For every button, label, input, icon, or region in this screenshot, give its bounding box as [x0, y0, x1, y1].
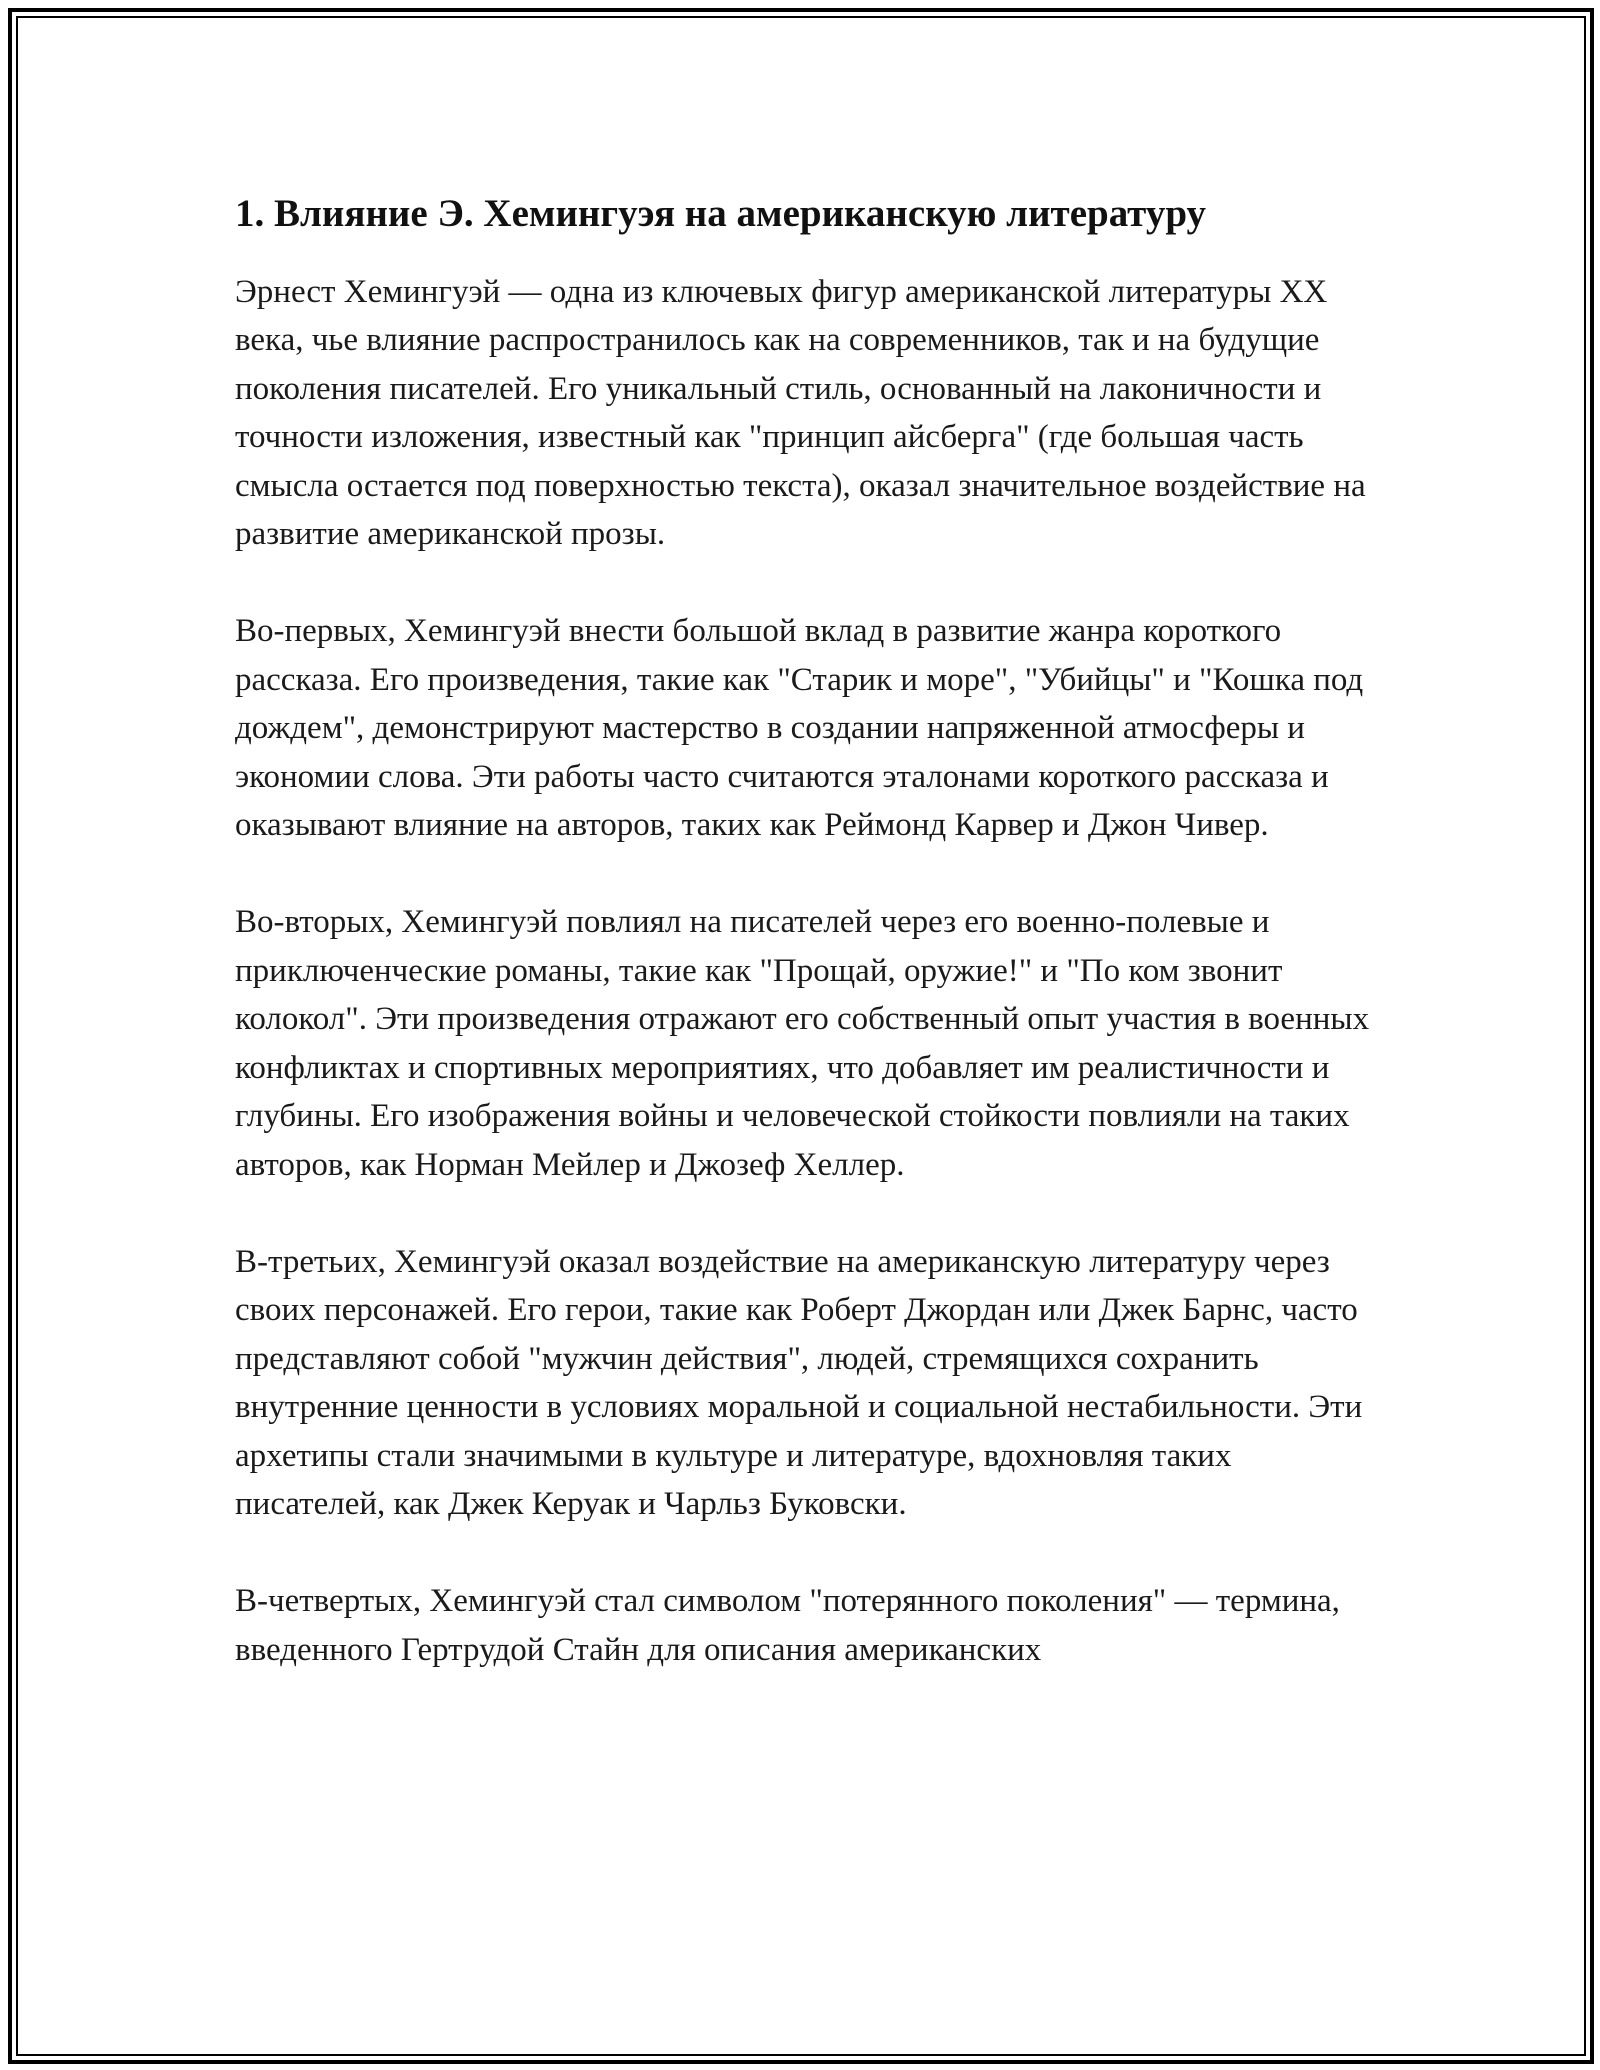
paragraph-third: В-третьих, Хемингуэй оказал воздействие на американскую литературу через своих персонажей. Его герои, такие как Роберт Джордан или Джек Барнс, часто представляют собой "мужчин действия", людей, стремящихся сохранить внутренние ценности в условиях моральной и социальной нестабильности. Эти архетипы стали значимыми в культуре и литературе, вдохновляя таких писателей, как Джек Керуак и Чарльз Буковски.: [235, 1243, 1363, 1522]
paragraph-second: Во-вторых, Хемингуэй повлиял на писателей через его военно-полевые и приключенческие романы, такие как "Прощай, оружие!" и "По ком звонит колокол". Эти произведения отражают его собственный опыт участия в военных конфликтах и спортивных мероприятиях, что добавляет им реалистичности и глубины. Его изображения войны и человеческой стойкости повлияли на таких авторов, как Норман Мейлер и Джозеф Хеллер.: [235, 904, 1370, 1183]
paragraph-intro: Эрнест Хемингуэй — одна из ключевых фигур американской литературы XX века, чье влияние распространилось как на современников, так и на будущие поколения писателей. Его уникальный стиль, основанный на лаконичности и точности изложения, известный как "принцип айсберга" (где большая часть смысла остается под поверхностью текста), оказал значительное воздействие на развитие американской прозы.: [235, 274, 1366, 553]
section-heading: 1. Влияние Э. Хемингуэя на американскую литературу: [235, 192, 1207, 235]
paragraph-fourth: В-четвертых, Хемингуэй стал символом "потерянного поколения" — термина, введенного Гертрудой Стайн для описания американских: [235, 1583, 1340, 1668]
document-body: [235, 186, 1385, 1723]
paragraph-first: Во-первых, Хемингуэй внести большой вклад в развитие жанра короткого рассказа. Его произведения, такие как "Старик и море", "Убийцы" и "Кошка под дождем", демонстрируют мастерство в создании напряженной атмосферы и экономии слова. Эти работы часто считаются эталонами короткого рассказа и оказывают влияние на авторов, таких как Реймонд Карвер и Джон Чивер.: [235, 613, 1364, 844]
